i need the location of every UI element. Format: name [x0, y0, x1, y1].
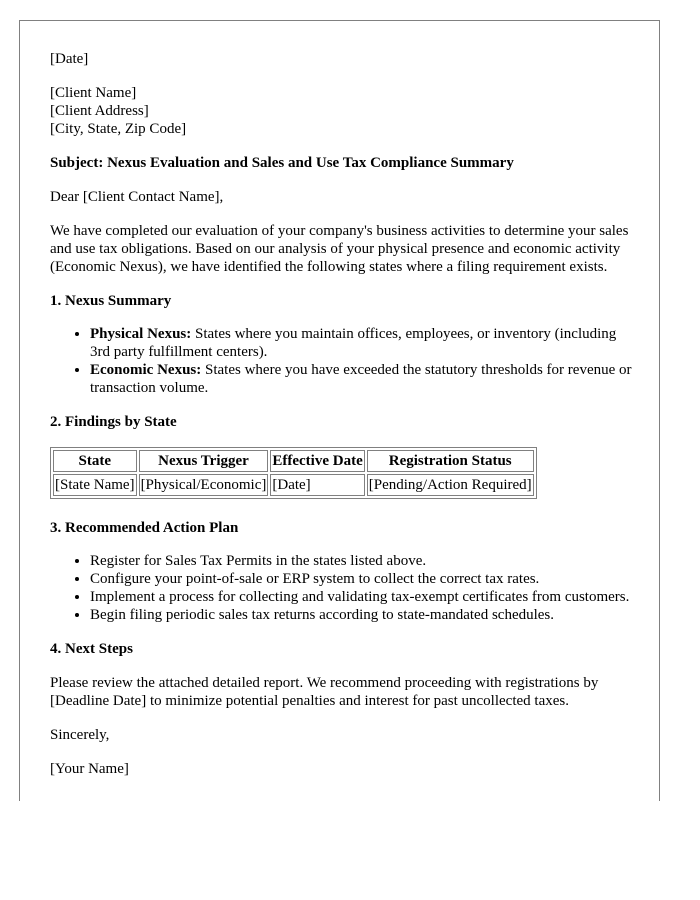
list-item: • Begin filing periodic sales tax returns according to state-mandated schedules.: [90, 606, 640, 624]
section-heading-findings: 2. Findings by State: [50, 414, 177, 430]
list-item: • Configure your point-of-sale or ERP system to collect the correct tax rates.: [90, 570, 640, 588]
intro-paragraph: We have completed our evaluation of your company's business activities to determine your sales and use tax obligations. Based on our analysis of your physical presence and economic activity (Economic Nexus), we have identified the following states where a filing requirement exists.: [50, 223, 629, 275]
letter-date: [Date]: [50, 51, 89, 67]
list-item: [90, 361, 640, 397]
section-heading-action-plan: 3. Recommended Action Plan: [50, 520, 239, 536]
signature-name: [Your Name]: [50, 761, 129, 777]
table-header-row: [53, 450, 534, 472]
list-item-text: States where you maintain offices, employees, or inventory (including 3rd party fulfillment centers).: [90, 326, 617, 360]
letter-body: [50, 50, 640, 794]
recipient-name: [Client Name]: [50, 85, 137, 101]
action-plan-list: [50, 552, 640, 624]
section-heading-next-steps: 4. Next Steps: [50, 641, 133, 657]
table-row: [53, 474, 534, 496]
table-cell: [Pending/Action Required]: [367, 474, 534, 496]
table-cell: [Physical/Economic]: [139, 474, 269, 496]
column-header: Nexus Trigger: [139, 450, 269, 472]
list-item-text: States where you have exceeded the statutory thresholds for revenue or transaction volume.: [90, 362, 632, 396]
recipient-address: [Client Address]: [50, 103, 149, 119]
column-header: State: [53, 450, 137, 472]
letter-page: [19, 20, 660, 801]
recipient-block: [50, 84, 640, 138]
list-item-term: Economic Nexus:: [90, 362, 202, 378]
findings-table: [50, 447, 537, 499]
list-item: • Implement a process for collecting and validating tax-exempt certificates from customers.: [90, 588, 640, 606]
table-cell: [State Name]: [53, 474, 137, 496]
column-header: Effective Date: [270, 450, 364, 472]
column-header: Registration Status: [367, 450, 534, 472]
list-item-term: Physical Nexus:: [90, 326, 192, 342]
subject-line: Subject: Nexus Evaluation and Sales and Use Tax Compliance Summary: [50, 155, 514, 171]
nexus-summary-list: [50, 325, 640, 397]
list-item: [90, 325, 640, 361]
next-steps-paragraph: Please review the attached detailed report. We recommend proceeding with registrations by [Deadline Date] to minimize potential penalties and interest for past uncollected taxes.: [50, 675, 599, 709]
section-heading-nexus-summary: 1. Nexus Summary: [50, 293, 172, 309]
table-cell: [Date]: [270, 474, 364, 496]
recipient-city-line: [City, State, Zip Code]: [50, 121, 187, 137]
closing: Sincerely,: [50, 727, 110, 743]
salutation: Dear [Client Contact Name],: [50, 189, 224, 205]
list-item: • Register for Sales Tax Permits in the states listed above.: [90, 552, 640, 570]
